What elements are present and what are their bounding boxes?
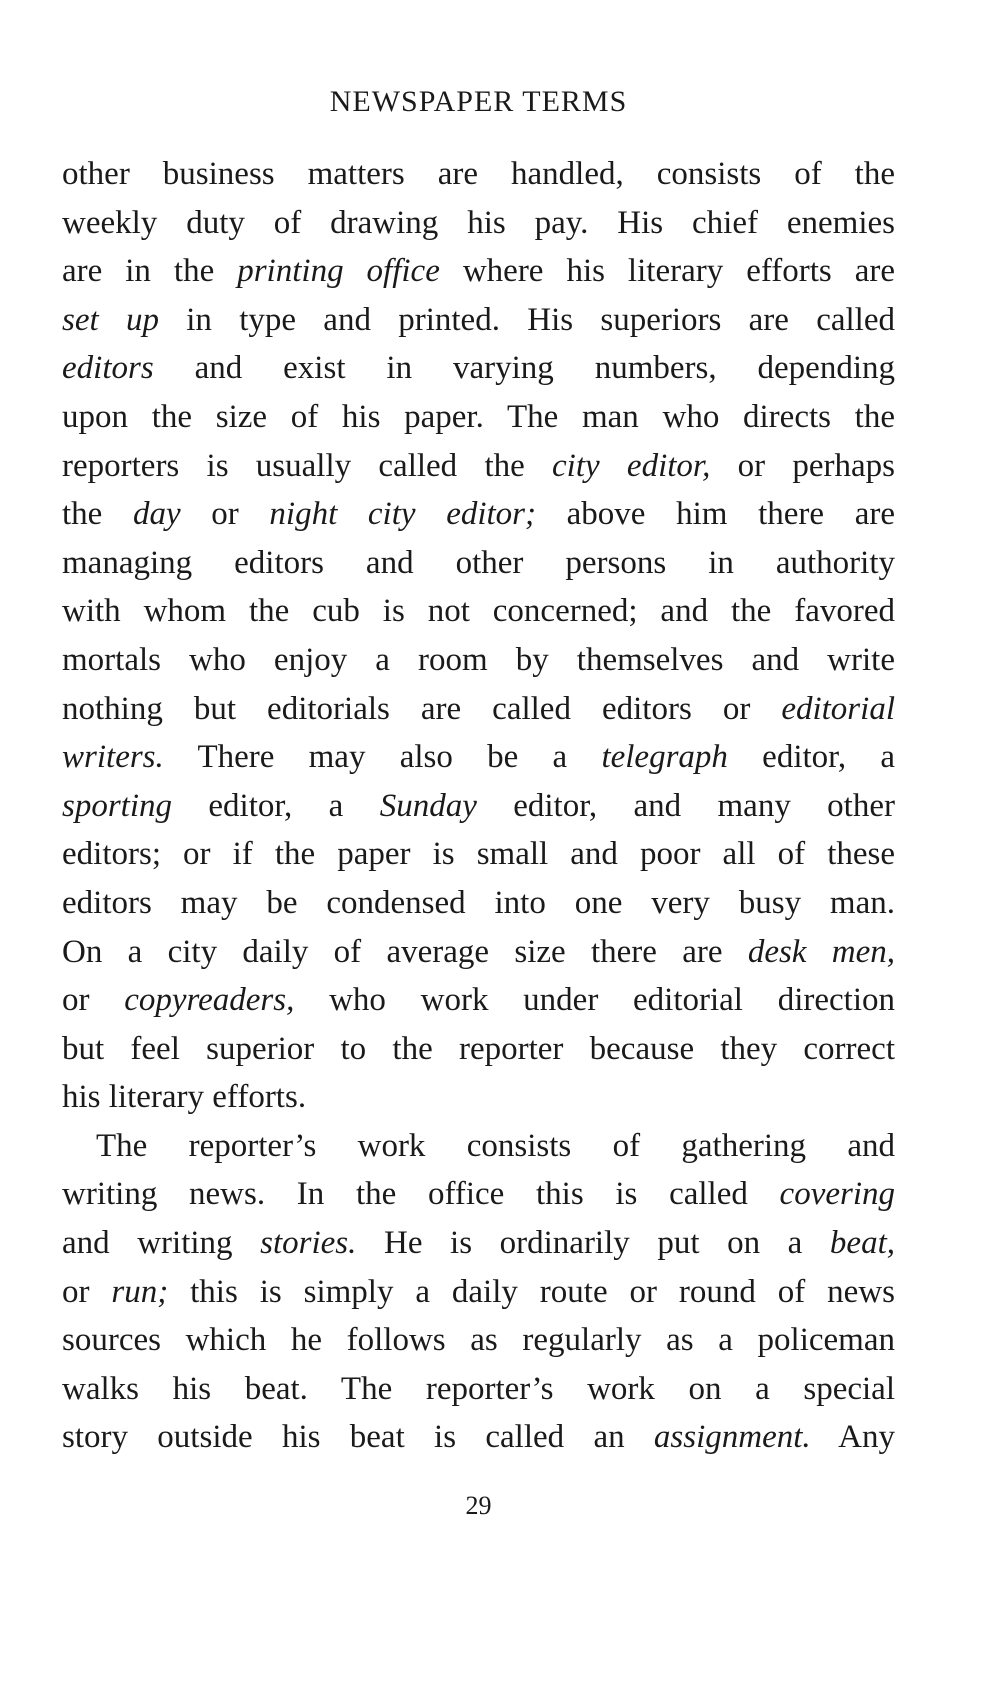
text-line: sporting editor, a Sunday editor, and many other	[62, 787, 895, 824]
text-line: weekly duty of drawing his pay. His chief enemies	[62, 204, 895, 241]
italic-term: covering	[779, 1176, 895, 1213]
italic-term: run;	[111, 1273, 169, 1310]
text-line: nothing but editorials are called editors or editorial	[62, 690, 895, 727]
italic-term: Sunday	[379, 787, 477, 824]
text-line: but feel superior to the reporter because they correct	[62, 1030, 895, 1067]
italic-term: editorial	[781, 690, 895, 727]
italic-term: city editor,	[552, 447, 711, 484]
italic-term: printing office	[237, 253, 440, 290]
text-line: mortals who enjoy a room by themselves and write	[62, 641, 895, 678]
body-text	[62, 150, 895, 1462]
text-line: editors; or if the paper is small and poor all of these	[62, 836, 895, 873]
text-line: writing news. In the office this is called covering	[62, 1176, 895, 1213]
italic-term: day	[132, 496, 181, 533]
italic-term: set up	[62, 301, 159, 338]
italic-term: beat,	[829, 1225, 895, 1262]
italic-term: desk men,	[747, 933, 895, 970]
text-line: and writing stories. He is ordinarily put on a beat,	[62, 1225, 895, 1262]
text-line: managing editors and other persons in authority	[62, 544, 895, 581]
text-line: sources which he follows as regularly as a policeman	[62, 1322, 895, 1359]
text-line: or run; this is simply a daily route or round of news	[62, 1273, 895, 1310]
text-line: upon the size of his paper. The man who directs the	[62, 398, 895, 435]
book-page	[62, 0, 895, 1684]
text-line: with whom the cub is not concerned; and the favored	[62, 593, 895, 630]
text-line: or copyreaders, who work under editorial direction	[62, 982, 895, 1019]
italic-term: copyreaders,	[124, 982, 295, 1019]
italic-term: editors	[62, 350, 154, 387]
italic-term: telegraph	[601, 739, 728, 776]
italic-term: stories.	[260, 1225, 357, 1262]
text-line: story outside his beat is called an assignment. Any	[62, 1419, 895, 1456]
italic-term: assignment.	[653, 1419, 811, 1456]
text-line: his literary efforts.	[62, 1079, 307, 1116]
text-line: The reporter’s work consists of gathering and	[96, 1127, 895, 1164]
text-line: the day or night city editor; above him there are	[62, 496, 895, 533]
text-line: set up in type and printed. His superiors are called	[62, 301, 895, 338]
text-line: On a city daily of average size there are desk men,	[62, 933, 895, 970]
italic-term: night city editor;	[269, 496, 537, 533]
text-line: editors may be condensed into one very busy man.	[62, 884, 895, 921]
page-number: 29	[465, 1491, 492, 1520]
italic-term: sporting	[62, 787, 173, 824]
text-line: editors and exist in varying numbers, depending	[62, 350, 895, 387]
text-line: reporters is usually called the city editor, or perhaps	[62, 447, 895, 484]
text-line: walks his beat. The reporter’s work on a special	[62, 1370, 895, 1407]
text-line: other business matters are handled, consists of the	[62, 156, 895, 192]
italic-term: writers.	[62, 739, 164, 776]
running-head: NEWSPAPER TERMS	[329, 85, 628, 118]
text-line: writers. There may also be a telegraph editor, a	[62, 739, 895, 776]
text-line: are in the printing office where his literary efforts are	[62, 253, 895, 290]
